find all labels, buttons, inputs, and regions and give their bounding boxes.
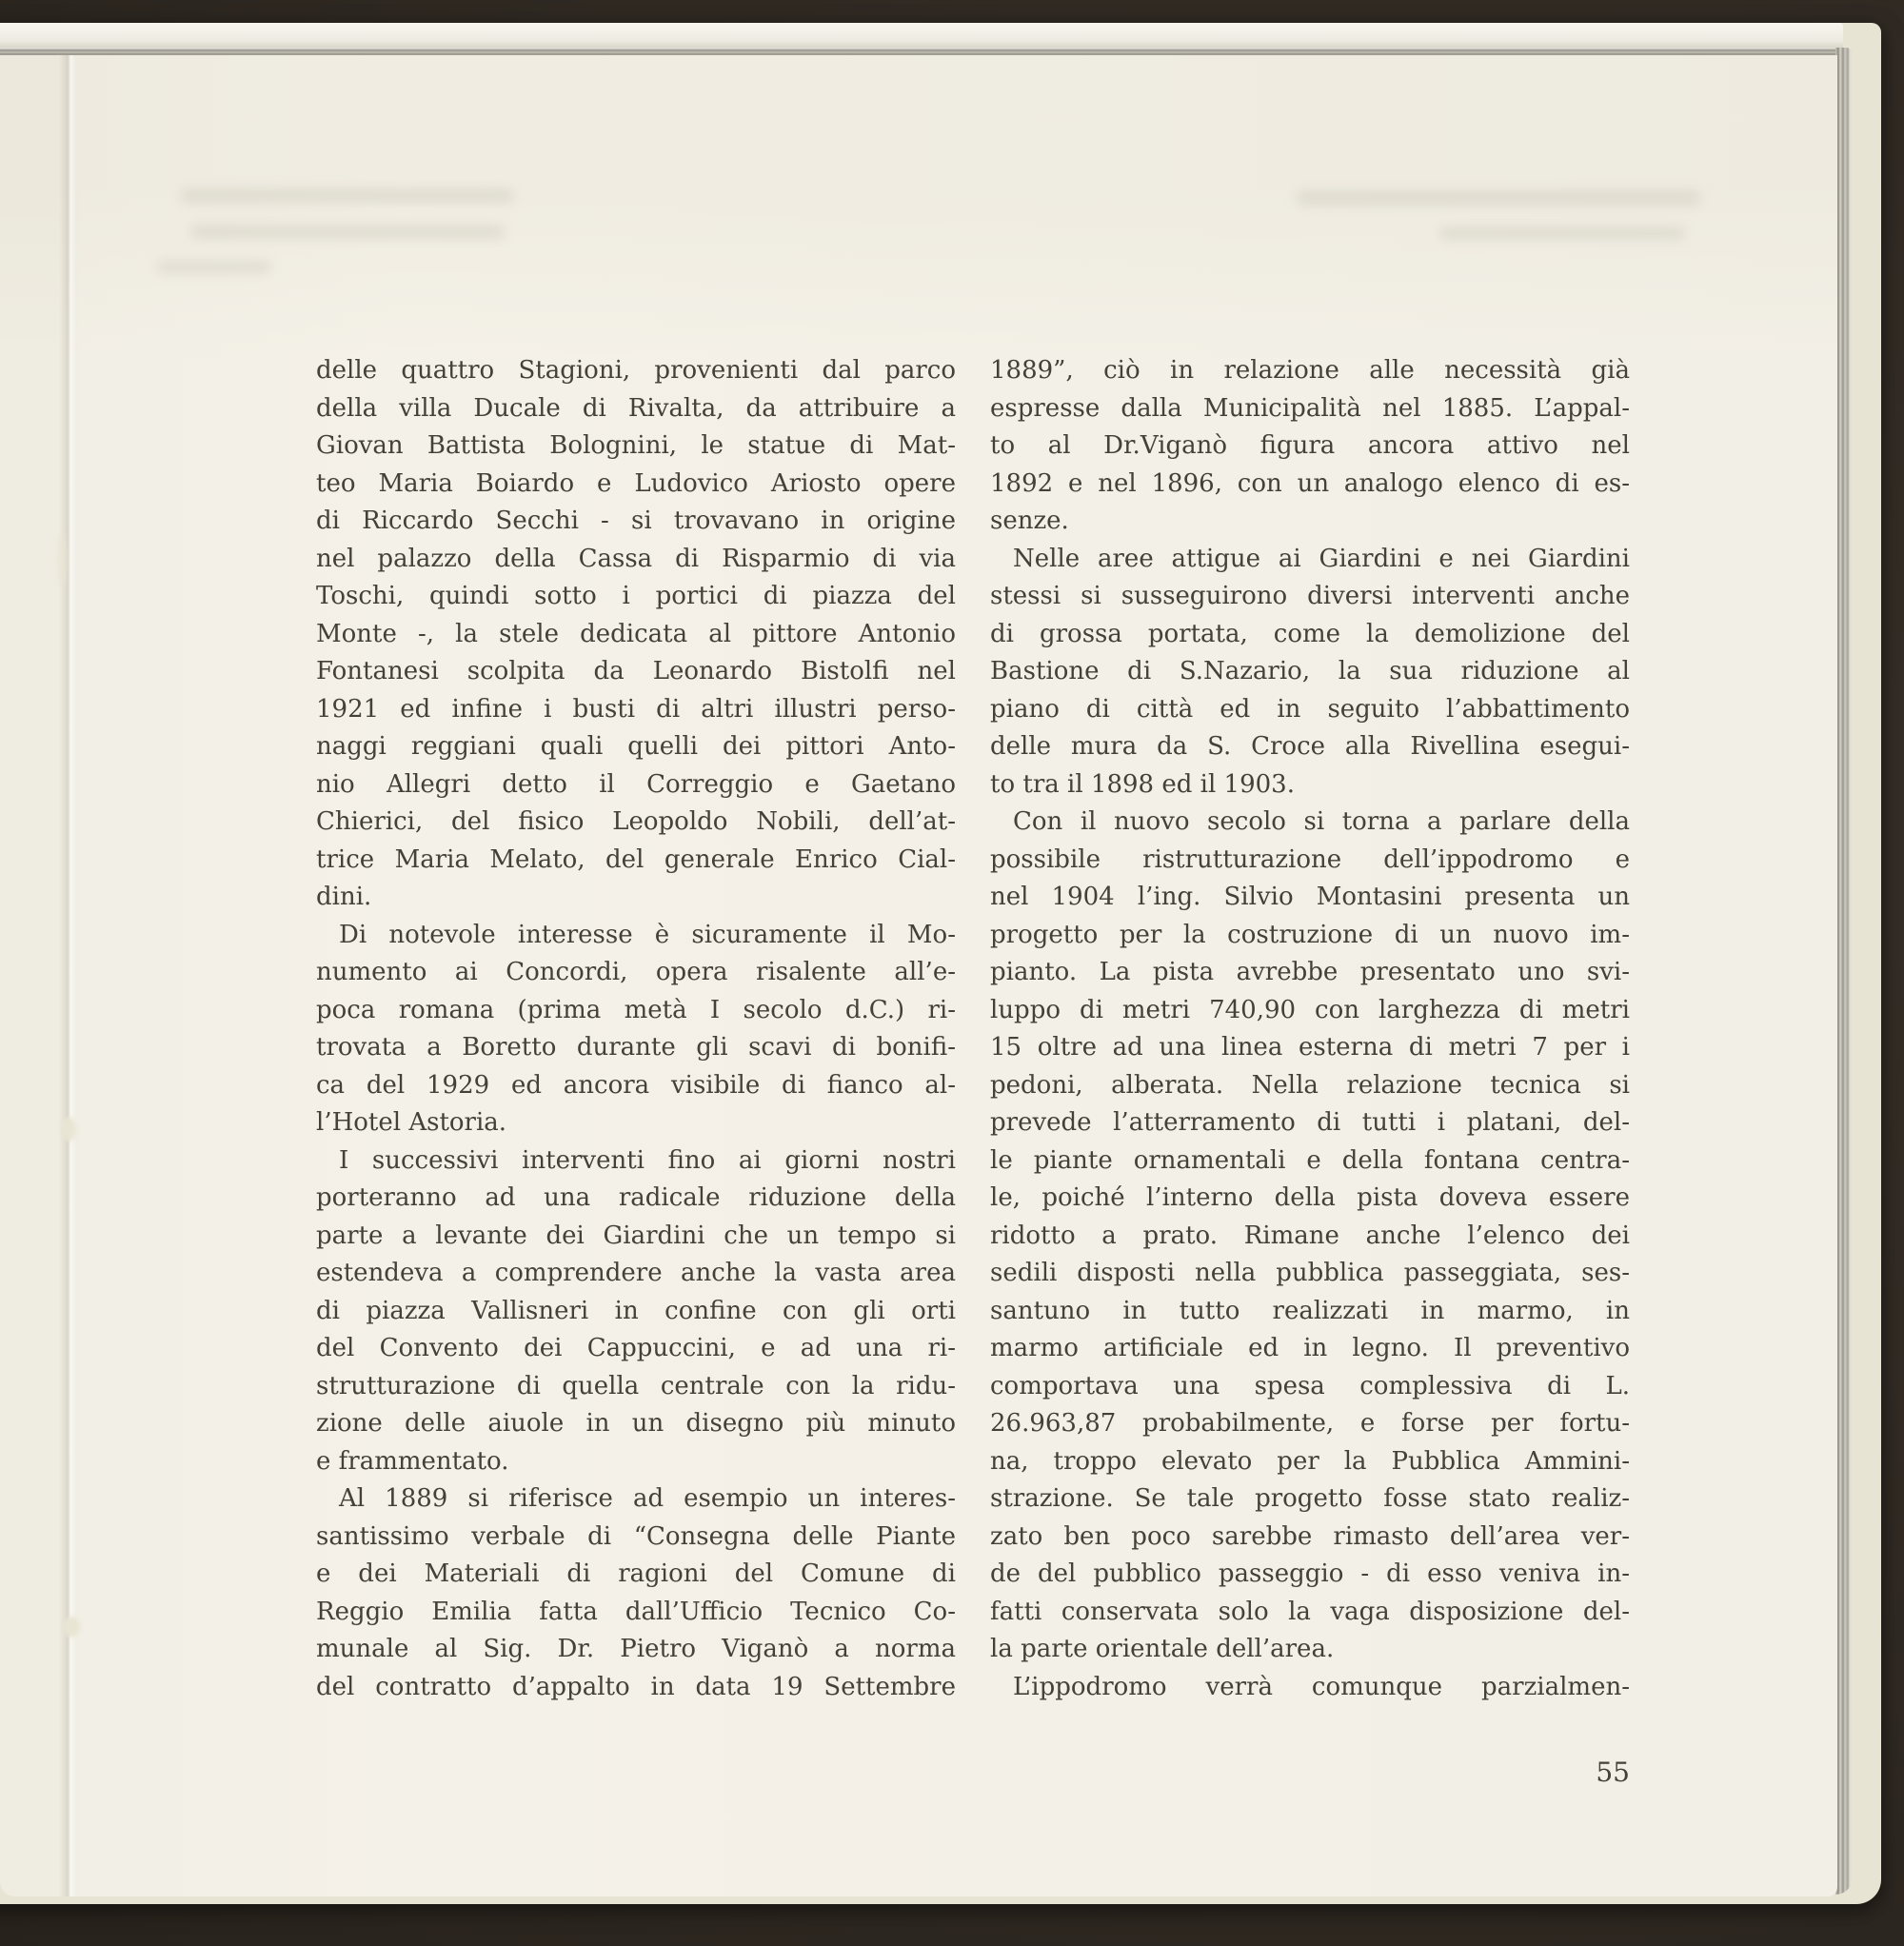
text-line: Nelle aree attigue ai Giardini e nei Giardini bbox=[1013, 544, 1630, 573]
text-line: prevede l’atterramento di tutti i platani, del- bbox=[990, 1108, 1630, 1137]
text-line: comportava una spesa complessiva di L. bbox=[990, 1371, 1630, 1400]
text-line: luppo di metri 740,90 con larghezza di metri bbox=[990, 995, 1630, 1024]
text-line: pianto. La pista avrebbe presentato uno svi- bbox=[990, 958, 1630, 986]
book-page bbox=[0, 55, 1837, 1896]
text-line: 1889”, ciò in relazione alle necessità già bbox=[990, 356, 1630, 385]
text-line: piano di città ed in seguito l’abbattimento bbox=[990, 694, 1630, 724]
text-line: 1921 ed infine i busti di altri illustri perso- bbox=[316, 694, 956, 724]
text-line: Di notevole interesse è sicuramente il Mo- bbox=[339, 920, 956, 949]
text-line: dini. bbox=[316, 883, 372, 911]
text-line: naggi reggiani quali quelli dei pittori Anto- bbox=[316, 732, 956, 761]
text-line: teo Maria Boiardo e Ludovico Ariosto opere bbox=[316, 468, 956, 498]
text-line: na, troppo elevato per la Pubblica Ammini- bbox=[990, 1446, 1630, 1476]
text-line: fatti conservata solo la vaga disposizione del- bbox=[990, 1597, 1630, 1626]
text-line: Monte -, la stele dedicata al pittore Antonio bbox=[316, 619, 956, 648]
text-line: L’ippodromo verrà comunque parzialmen- bbox=[1013, 1672, 1630, 1701]
text-line: di grossa portata, come la demolizione del bbox=[990, 619, 1630, 648]
text-line: di Riccardo Secchi - si trovavano in origine bbox=[316, 506, 956, 535]
text-line: Giovan Battista Bolognini, le statue di Mat- bbox=[316, 431, 956, 460]
text-line: munale al Sig. Dr. Pietro Viganò a norma bbox=[316, 1635, 956, 1663]
text-line: Reggio Emilia fatta dall’Ufficio Tecnico Co- bbox=[316, 1597, 956, 1626]
text-line: le, poiché l’interno della pista doveva essere bbox=[990, 1183, 1630, 1212]
text-line: del Convento dei Cappuccini, e ad una ri- bbox=[316, 1334, 956, 1362]
text-line: zato ben poco sarebbe rimasto dell’area ver- bbox=[990, 1521, 1630, 1551]
text-line: trice Maria Melato, del generale Enrico Cial- bbox=[316, 844, 956, 874]
text-line: la parte orientale dell’area. bbox=[990, 1635, 1335, 1663]
text-line: santissimo verbale di “Consegna delle Piante bbox=[316, 1521, 956, 1551]
text-line: to tra il 1898 ed il 1903. bbox=[990, 769, 1295, 799]
text-line: senze. bbox=[990, 506, 1069, 535]
text-line: e frammentato. bbox=[316, 1446, 509, 1476]
text-line: parte a levante dei Giardini che un tempo si bbox=[316, 1221, 956, 1250]
text-line: sedili disposti nella pubblica passeggiata, ses- bbox=[990, 1259, 1630, 1287]
text-line: zione delle aiuole in un disegno più minuto bbox=[316, 1409, 956, 1438]
text-column-left bbox=[316, 352, 956, 1706]
text-line: Chierici, del fisico Leopoldo Nobili, dell’at- bbox=[316, 807, 956, 836]
text-line: strazione. Se tale progetto fosse stato realiz- bbox=[990, 1484, 1630, 1513]
text-line: numento ai Concordi, opera risalente all’e- bbox=[316, 958, 956, 986]
text-line: della villa Ducale di Rivalta, da attribuire a bbox=[316, 393, 956, 423]
text-line: Al 1889 si riferisce ad esempio un interes- bbox=[339, 1484, 956, 1513]
text-line: Fontanesi scolpita da Leonardo Bistolfi nel bbox=[316, 657, 956, 685]
text-line: nel palazzo della Cassa di Risparmio di via bbox=[316, 544, 956, 573]
text-line: 1892 e nel 1896, con un analogo elenco di es- bbox=[990, 468, 1630, 498]
text-line: strutturazione di quella centrale con la ridu- bbox=[316, 1371, 956, 1400]
text-line: nel 1904 l’ing. Silvio Montasini presenta un bbox=[990, 883, 1630, 911]
text-line: Bastione di S.Nazario, la sua riduzione al bbox=[990, 657, 1630, 685]
text-line: porteranno ad una radicale riduzione della bbox=[316, 1183, 956, 1212]
page-stack-edges-right bbox=[1835, 48, 1853, 1895]
text-line: marmo artificiale ed in legno. Il preventivo bbox=[990, 1334, 1630, 1362]
paper-blemish bbox=[63, 1617, 80, 1638]
page-number: 55 bbox=[1596, 1757, 1630, 1788]
page-curl-top-edge bbox=[0, 23, 1843, 48]
text-line: le piante ornamentali e della fontana centra- bbox=[990, 1145, 1630, 1175]
text-column-right bbox=[990, 352, 1630, 1706]
text-line: delle mura da S. Croce alla Rivellina esegui- bbox=[990, 732, 1630, 761]
text-line: trovata a Boretto durante gli scavi di bonifi- bbox=[316, 1033, 956, 1062]
text-line: l’Hotel Astoria. bbox=[316, 1108, 507, 1137]
text-line: stessi si susseguirono diversi interventi anche bbox=[990, 582, 1630, 610]
text-line: possibile ristrutturazione dell’ippodromo e bbox=[990, 844, 1630, 874]
text-line: nio Allegri detto il Correggio e Gaetano bbox=[316, 769, 956, 799]
paper-blemish bbox=[57, 531, 67, 588]
paper-blemish bbox=[61, 1117, 76, 1142]
text-line: di piazza Vallisneri in confine con gli orti bbox=[316, 1296, 956, 1325]
text-line: del contratto d’appalto in data 19 Settembre bbox=[316, 1672, 956, 1701]
text-line: Con il nuovo secolo si torna a parlare della bbox=[1013, 807, 1630, 836]
text-line: 26.963,87 probabilmente, e forse per fortu- bbox=[990, 1409, 1630, 1438]
text-line: ca del 1929 ed ancora visibile di fianco al- bbox=[316, 1070, 956, 1100]
text-line: to al Dr.Viganò figura ancora attivo nel bbox=[990, 431, 1630, 460]
text-line: e dei Materiali di ragioni del Comune di bbox=[316, 1559, 956, 1588]
text-line: ridotto a prato. Rimane anche l’elenco dei bbox=[990, 1221, 1630, 1250]
text-line: I successivi interventi fino ai giorni nostri bbox=[339, 1145, 956, 1175]
text-line: poca romana (prima metà I secolo d.C.) ri- bbox=[316, 995, 956, 1024]
text-line: 15 oltre ad una linea esterna di metri 7 per i bbox=[990, 1033, 1630, 1062]
text-line: espresse dalla Municipalità nel 1885. L’appal- bbox=[990, 393, 1630, 423]
text-line: progetto per la costruzione di un nuovo im- bbox=[990, 920, 1630, 949]
text-line: de del pubblico passeggio - di esso veniva in- bbox=[990, 1559, 1630, 1588]
text-line: santuno in tutto realizzati in marmo, in bbox=[990, 1296, 1630, 1325]
text-line: Toschi, quindi sotto i portici di piazza del bbox=[316, 582, 956, 610]
text-line: estendeva a comprendere anche la vasta area bbox=[316, 1259, 956, 1287]
text-line: pedoni, alberata. Nella relazione tecnica si bbox=[990, 1070, 1630, 1100]
text-line: delle quattro Stagioni, provenienti dal parco bbox=[316, 356, 956, 385]
